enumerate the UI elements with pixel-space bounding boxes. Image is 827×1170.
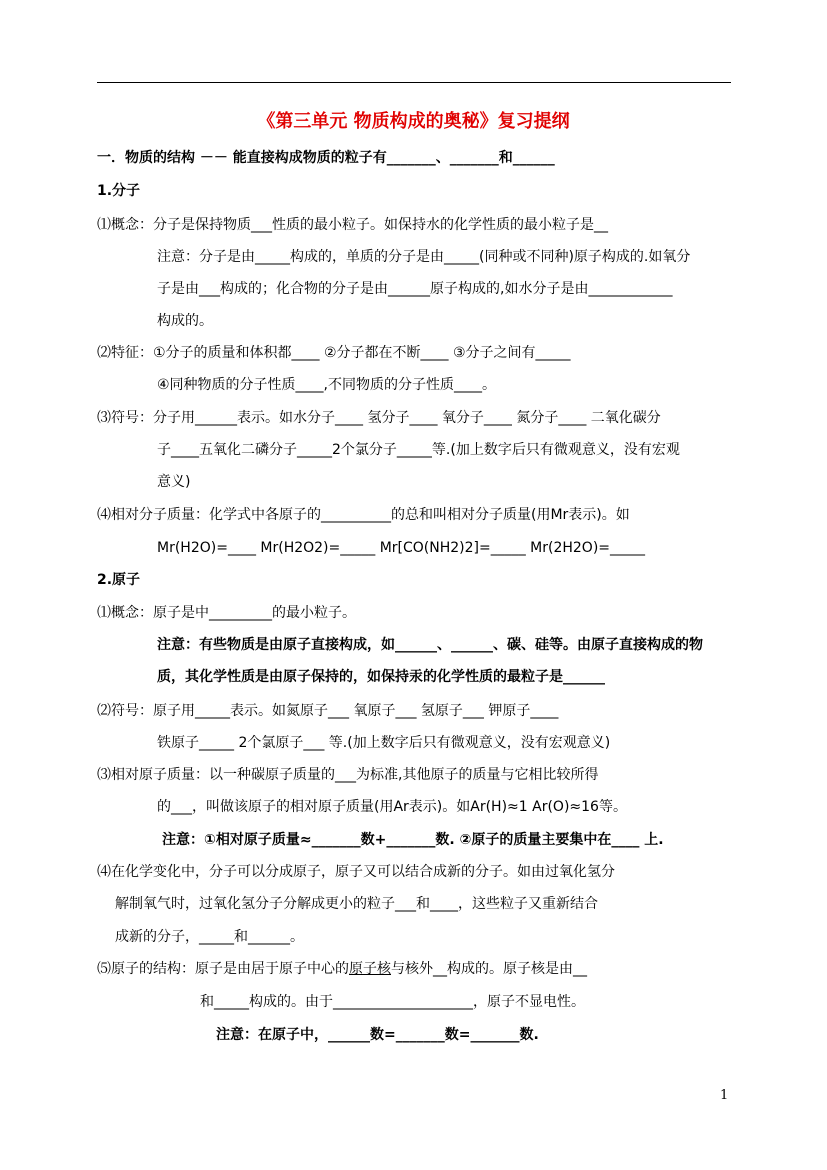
- atom-note-2: 质，其化学性质是由原子保持的，如保持汞的化学性质的最粒子是______: [157, 669, 605, 685]
- document-title: 《第三单元 物质构成的奥秘》复习提纲: [257, 111, 570, 132]
- relative-atomic-mass-note: 注意：①相对原子质量≈_______数+_______数. ②原子的质量主要集中在____ 上.: [162, 832, 664, 848]
- atom-symbol-2: 铁原子_____ 2个氯原子___ 等.(加上数字后只有微观意义，没有宏观意义): [157, 735, 611, 751]
- nucleus-term: 原子核: [349, 961, 391, 977]
- molecule-symbol-2: 子____五氧化二磷分子_____2个氯分子_____等.(加上数字后只有微观意义，没有宏观: [157, 442, 680, 458]
- atom-note-1: 注意：有些物质是由原子直接构成，如______、______、碳、硅等。由原子直接构成的物: [157, 637, 703, 653]
- atom-structure-2: 和_____构成的。由于____________________，原子不显电性。: [200, 994, 585, 1010]
- relative-molecular-mass: ⑷相对分子质量：化学式中各原子的__________的总和叫相对分子质量(用Mr表示)。如: [97, 507, 630, 523]
- molecule-concept: ⑴概念：分子是保持物质___性质的最小粒子。如保持水的化学性质的最小粒子是__: [97, 217, 608, 233]
- molecule-note-3: 构成的。: [157, 313, 213, 329]
- atom-symbol-1: ⑵符号：原子用_____表示。如氮原子___ 氧原子___ 氢原子___ 钾原子____: [97, 703, 559, 719]
- section-1-heading: 一．物质的结构 －－ 能直接构成物质的粒子有_______、_______和______: [97, 150, 555, 166]
- chem-change-3: 成新的分子，_____和______。: [115, 929, 304, 945]
- chem-change-1: ⑷在化学变化中，分子可以分成原子，原子又可以结合成新的分子。如由过氧化氢分: [97, 864, 615, 880]
- relative-atomic-mass-2: 的___，叫做该原子的相对原子质量(用Ar表示)。如Ar(H)≈1 Ar(O)≈16等。: [157, 799, 627, 815]
- atom-concept: ⑴概念：原子是中_________的最小粒子。: [97, 605, 356, 621]
- molecule-heading: 1.分子: [97, 183, 141, 199]
- relative-atomic-mass-1: ⑶相对原子质量：以一种碳原子质量的___为标准,其他原子的质量与它相比较所得: [97, 767, 599, 783]
- molecule-symbol-1: ⑶符号：分子用______表示。如水分子____ 氢分子____ 氧分子____ 氮分子____ 二氧化碳分: [97, 410, 661, 426]
- molecule-feature-1: ⑵特征：①分子的质量和体积都____ ②分子都在不断____ ③分子之间有_____: [97, 345, 571, 361]
- header-rule: [97, 82, 731, 83]
- molecule-feature-2: ④同种物质的分子性质____,不同物质的分子性质____。: [157, 377, 496, 393]
- relative-molecular-mass-examples: Mr(H2O)=____ Mr(H2O2)=_____ Mr[CO(NH2)2]=_____ Mr(2H2O)=_____: [157, 540, 646, 556]
- atom-structure-note: 注意：在原子中，______数=_______数=_______数.: [216, 1027, 539, 1043]
- atom-structure-1-pre: ⑸原子的结构：原子是由居于原子中心的: [97, 961, 349, 977]
- atom-structure-1-post: 与核外__构成的。原子核是由__: [391, 961, 587, 977]
- page-number: 1: [720, 1088, 729, 1103]
- atom-heading: 2.原子: [97, 572, 141, 588]
- chem-change-2: 解制氧气时，过氧化氢分子分解成更小的粒子___和____，这些粒子又重新结合: [115, 896, 598, 912]
- molecule-symbol-3: 意义): [157, 474, 191, 490]
- molecule-note-2: 子是由___构成的；化合物的分子是由______原子构成的,如水分子是由____________: [157, 281, 673, 297]
- molecule-note-1: 注意：分子是由_____构成的，单质的分子是由_____(同种或不同种)原子构成的.如氧分: [157, 249, 691, 265]
- atom-structure-1: [97, 961, 587, 977]
